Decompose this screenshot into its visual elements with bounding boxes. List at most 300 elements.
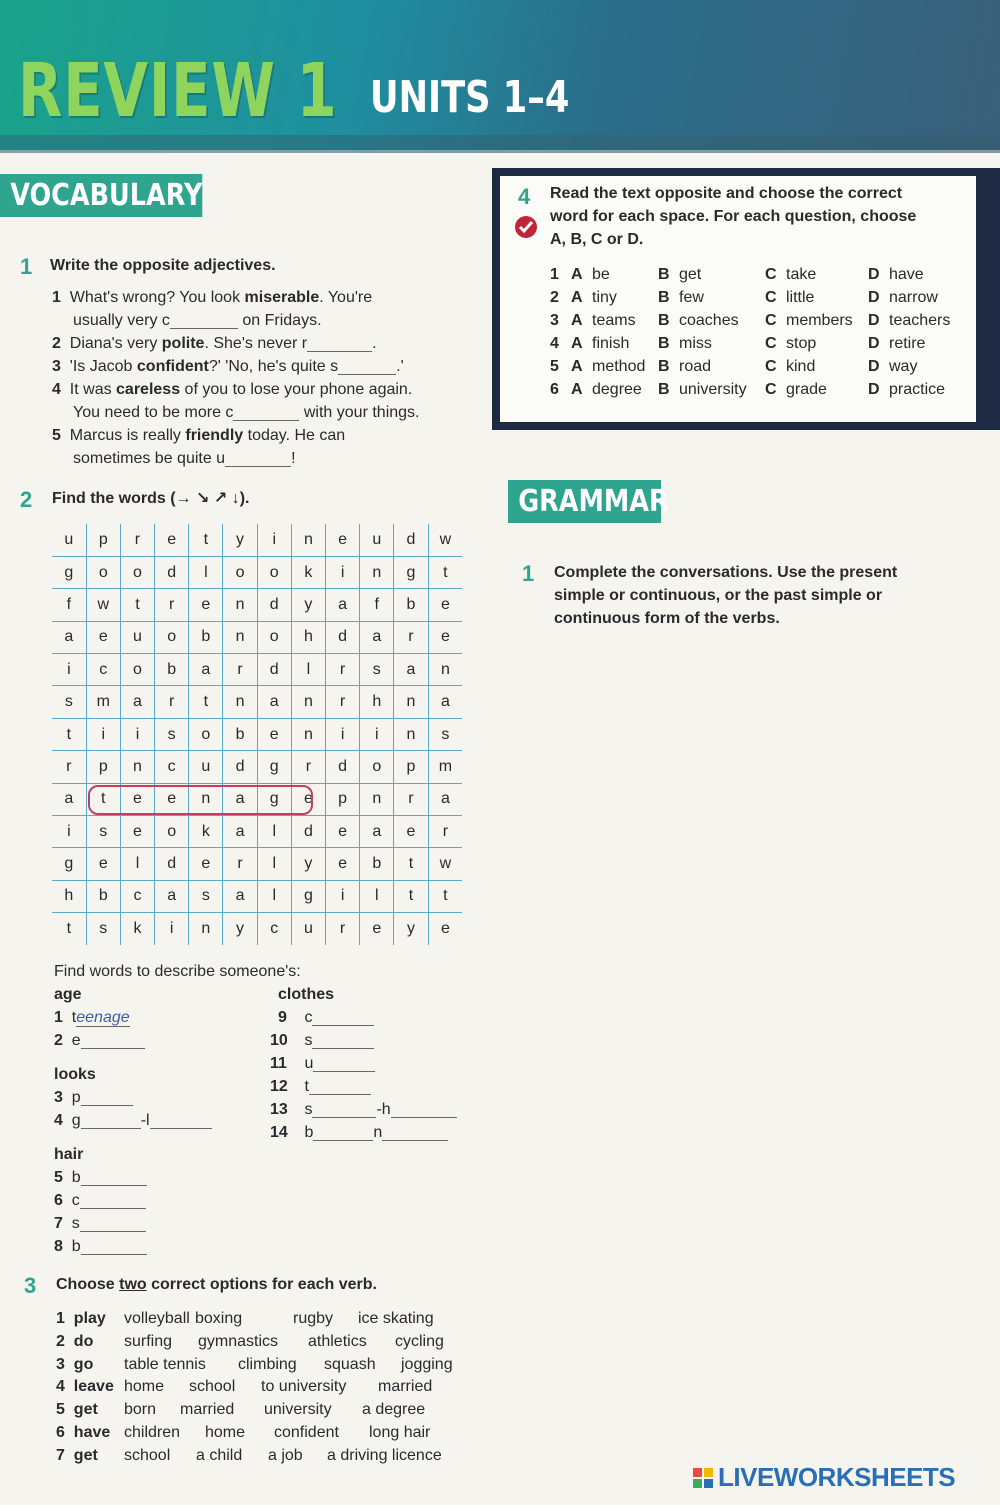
clothes-answer-14a[interactable] bbox=[313, 1125, 373, 1141]
grammar-label: GRAMMAR bbox=[508, 480, 661, 523]
grid-cell[interactable]: a bbox=[428, 783, 462, 815]
grid-cell[interactable]: n bbox=[360, 556, 394, 588]
ex4-option-letter: C bbox=[765, 312, 777, 329]
grid-cell[interactable]: n bbox=[223, 589, 257, 621]
grid-cell[interactable]: a bbox=[428, 686, 462, 718]
grid-cell[interactable]: i bbox=[326, 880, 360, 912]
grid-cell[interactable]: i bbox=[52, 654, 86, 686]
grid-cell[interactable]: d bbox=[257, 589, 291, 621]
grid-cell[interactable]: r bbox=[291, 751, 325, 783]
grid-cell[interactable]: r bbox=[120, 524, 154, 556]
ex4-option-word[interactable]: have bbox=[889, 266, 924, 283]
grid-cell[interactable]: l bbox=[291, 654, 325, 686]
ex3-option[interactable]: a degree bbox=[362, 1401, 426, 1419]
age-label: age bbox=[54, 986, 82, 1003]
grid-cell[interactable]: o bbox=[86, 556, 120, 588]
ex4-option-word[interactable]: members bbox=[786, 312, 853, 329]
ex4-option-word[interactable]: few bbox=[679, 289, 704, 306]
ex3-verb: 5 get bbox=[56, 1401, 98, 1419]
grid-cell[interactable]: r bbox=[428, 816, 462, 848]
highlighted-word-circle bbox=[88, 785, 313, 815]
hair-answer-6[interactable] bbox=[80, 1193, 146, 1209]
ex4-option-word[interactable]: be bbox=[592, 266, 610, 283]
ex3-option[interactable]: married bbox=[180, 1401, 235, 1419]
grid-cell[interactable]: r bbox=[52, 751, 86, 783]
grid-cell[interactable]: r bbox=[155, 686, 189, 718]
grid-cell[interactable]: m bbox=[428, 751, 462, 783]
grid-cell[interactable]: a bbox=[52, 783, 86, 815]
grid-cell[interactable]: n bbox=[428, 654, 462, 686]
grid-cell[interactable]: e bbox=[120, 816, 154, 848]
grid-cell[interactable]: d bbox=[257, 654, 291, 686]
grid-cell[interactable]: c bbox=[86, 654, 120, 686]
ex4-option-letter: B bbox=[658, 335, 670, 352]
ex4-title-1: Read the text opposite and choose the correct bbox=[550, 185, 903, 202]
ex1-title: Write the opposite adjectives. bbox=[50, 257, 276, 274]
ex4-option-word[interactable]: get bbox=[679, 266, 702, 283]
grid-cell[interactable]: s bbox=[428, 718, 462, 750]
grid-cell[interactable]: n bbox=[223, 686, 257, 718]
grid-cell[interactable]: g bbox=[257, 751, 291, 783]
ex4-option-word[interactable]: take bbox=[786, 266, 817, 283]
grid-cell[interactable]: w bbox=[428, 848, 462, 880]
ex4-option-letter: B bbox=[658, 312, 670, 329]
grid-cell[interactable]: n bbox=[223, 621, 257, 653]
ex4-option-letter: 5 bbox=[550, 358, 559, 375]
grid-cell[interactable]: e bbox=[120, 783, 154, 815]
grid-cell[interactable]: a bbox=[360, 621, 394, 653]
ex1-answer-4[interactable] bbox=[233, 405, 299, 421]
grid-cell[interactable]: a bbox=[223, 783, 257, 815]
clothes-answer-13a[interactable] bbox=[312, 1102, 376, 1118]
grid-cell[interactable]: d bbox=[223, 751, 257, 783]
hair-answer-7[interactable] bbox=[80, 1216, 146, 1232]
grid-cell[interactable]: g bbox=[52, 848, 86, 880]
grid-cell[interactable]: e bbox=[326, 524, 360, 556]
looks-answer-3[interactable] bbox=[81, 1090, 133, 1106]
ex4-option-word[interactable]: miss bbox=[679, 335, 712, 352]
grid-cell[interactable]: u bbox=[120, 621, 154, 653]
grid-cell[interactable]: w bbox=[428, 524, 462, 556]
ex4-option-word[interactable]: narrow bbox=[889, 289, 938, 306]
ex4-option-letter: 2 bbox=[550, 289, 559, 306]
grid-cell[interactable]: s bbox=[360, 654, 394, 686]
grid-cell[interactable]: y bbox=[291, 848, 325, 880]
ex3-option[interactable]: confident bbox=[274, 1424, 339, 1441]
grid-row bbox=[52, 816, 462, 848]
grid-cell[interactable]: e bbox=[155, 524, 189, 556]
grid-cell[interactable]: n bbox=[291, 686, 325, 718]
grid-cell[interactable]: e bbox=[155, 783, 189, 815]
grid-cell[interactable]: l bbox=[257, 848, 291, 880]
grid-cell[interactable]: o bbox=[257, 621, 291, 653]
grid-cell[interactable]: n bbox=[291, 524, 325, 556]
grid-cell[interactable]: n bbox=[189, 913, 223, 945]
hair-item-6: 6 c bbox=[54, 1189, 146, 1212]
grid-cell[interactable]: g bbox=[291, 880, 325, 912]
grid-cell[interactable]: l bbox=[257, 880, 291, 912]
ex4-number: 4 bbox=[518, 184, 531, 209]
grid-cell[interactable]: t bbox=[120, 589, 154, 621]
grid-cell[interactable]: l bbox=[120, 848, 154, 880]
ex1-answer-3[interactable] bbox=[338, 359, 396, 375]
grid-cell[interactable]: e bbox=[189, 589, 223, 621]
ex4-option-word[interactable]: way bbox=[889, 358, 918, 375]
ex4-option-word[interactable]: university bbox=[679, 381, 747, 398]
ex3-option[interactable]: rugby bbox=[293, 1310, 334, 1327]
ex3-option[interactable]: a job bbox=[268, 1446, 303, 1464]
ex3-option[interactable]: boxing bbox=[195, 1310, 243, 1327]
ex4-option-word[interactable]: retire bbox=[889, 335, 926, 352]
hair-answer-5[interactable] bbox=[81, 1170, 147, 1186]
grid-cell[interactable]: o bbox=[223, 556, 257, 588]
grid-cell[interactable]: e bbox=[257, 718, 291, 750]
ex4-option-word[interactable]: teams bbox=[592, 312, 636, 329]
ex4-option-letter: A bbox=[571, 266, 583, 283]
ex3-verb: 6 have bbox=[56, 1424, 111, 1441]
looks-label: looks bbox=[54, 1066, 96, 1083]
clothes-item-14: 14 b n bbox=[270, 1121, 448, 1144]
ex4-option-letter: D bbox=[868, 266, 880, 283]
ex3-option[interactable]: school bbox=[124, 1446, 171, 1464]
ex3-option[interactable]: school bbox=[189, 1378, 236, 1396]
ex4-option-word[interactable]: kind bbox=[786, 358, 816, 375]
grid-cell[interactable]: d bbox=[291, 816, 325, 848]
clothes-answer-9[interactable] bbox=[312, 1010, 374, 1026]
grid-cell[interactable]: r bbox=[394, 783, 428, 815]
grid-cell[interactable]: p bbox=[86, 751, 120, 783]
grid-cell[interactable]: e bbox=[326, 848, 360, 880]
clothes-answer-10[interactable] bbox=[312, 1033, 374, 1049]
grid-cell[interactable]: i bbox=[257, 524, 291, 556]
ex4-option-word[interactable]: little bbox=[786, 289, 815, 306]
grid-cell[interactable]: h bbox=[360, 686, 394, 718]
ex3-option[interactable]: home bbox=[124, 1378, 165, 1396]
grid-cell[interactable]: o bbox=[360, 751, 394, 783]
ex4-option-letter: B bbox=[658, 358, 670, 375]
grid-cell[interactable]: b bbox=[189, 621, 223, 653]
grid-cell[interactable]: s bbox=[155, 718, 189, 750]
grid-cell[interactable]: t bbox=[189, 524, 223, 556]
ex3-option[interactable]: a child bbox=[196, 1446, 243, 1464]
age-answer-2[interactable] bbox=[81, 1033, 145, 1049]
ex4-option-letter: 3 bbox=[550, 312, 559, 329]
clothes-item-9: 9 c bbox=[278, 1006, 374, 1029]
age-item-1: 1 teenage bbox=[54, 1009, 130, 1026]
looks-answer-4a[interactable] bbox=[81, 1113, 141, 1129]
clothes-answer-14b[interactable] bbox=[382, 1125, 448, 1141]
grid-cell[interactable]: g bbox=[394, 556, 428, 588]
ex3-option[interactable]: long hair bbox=[369, 1424, 431, 1441]
grid-cell[interactable]: b bbox=[360, 848, 394, 880]
grid-cell[interactable]: a bbox=[155, 880, 189, 912]
grid-row bbox=[52, 589, 462, 621]
clothes-item-13: 13 s -h bbox=[270, 1098, 457, 1121]
grid-cell[interactable]: n bbox=[360, 783, 394, 815]
grid-cell[interactable]: i bbox=[120, 718, 154, 750]
grid-row bbox=[52, 556, 462, 588]
grid-cell[interactable]: a bbox=[394, 654, 428, 686]
grid-cell[interactable]: p bbox=[86, 524, 120, 556]
grid-cell[interactable]: c bbox=[155, 751, 189, 783]
ex4-option-letter: 6 bbox=[550, 381, 559, 398]
grid-cell[interactable]: d bbox=[326, 751, 360, 783]
grid-cell[interactable]: b bbox=[394, 589, 428, 621]
grid-cell[interactable]: u bbox=[291, 913, 325, 945]
grid-cell[interactable]: y bbox=[291, 589, 325, 621]
ex4-option-word[interactable]: degree bbox=[592, 381, 642, 398]
liveworksheets-brand: LIVEWORKSHEETS bbox=[718, 1462, 956, 1492]
grid-cell[interactable]: t bbox=[52, 913, 86, 945]
grid-cell[interactable]: u bbox=[360, 524, 394, 556]
ex1-answer-5[interactable] bbox=[225, 451, 291, 467]
grid-cell[interactable]: b bbox=[223, 718, 257, 750]
ex1-line-1: 1 What's wrong? You look miserable. You're bbox=[52, 289, 373, 306]
grid-cell[interactable]: u bbox=[52, 524, 86, 556]
looks-answer-4b[interactable] bbox=[150, 1113, 212, 1129]
ex4-option-letter: A bbox=[571, 289, 583, 306]
grid-cell[interactable]: t bbox=[189, 686, 223, 718]
grid-cell[interactable]: a bbox=[120, 686, 154, 718]
grid-cell[interactable]: e bbox=[326, 816, 360, 848]
grid-cell[interactable]: u bbox=[189, 751, 223, 783]
vocabulary-label: VOCABULARY bbox=[0, 174, 202, 217]
grid-cell[interactable]: o bbox=[155, 621, 189, 653]
grid-cell[interactable]: p bbox=[326, 783, 360, 815]
ex3-option[interactable]: a driving licence bbox=[327, 1446, 442, 1464]
grid-cell[interactable]: w bbox=[86, 589, 120, 621]
grid-cell[interactable]: i bbox=[326, 556, 360, 588]
ex4-option-letter: C bbox=[765, 358, 777, 375]
ex1-number: 1 bbox=[20, 254, 33, 279]
grid-cell[interactable]: h bbox=[291, 621, 325, 653]
grid-cell[interactable]: y bbox=[394, 913, 428, 945]
grid-cell[interactable]: k bbox=[291, 556, 325, 588]
ex3-verb: 4 leave bbox=[56, 1378, 114, 1396]
hair-answer-8[interactable] bbox=[81, 1239, 147, 1255]
grid-cell[interactable]: c bbox=[257, 913, 291, 945]
grid-cell[interactable]: a bbox=[189, 654, 223, 686]
ex4-option-word[interactable]: finish bbox=[592, 335, 630, 352]
grid-cell[interactable]: r bbox=[326, 913, 360, 945]
ex1-line-5: 5 Marcus is really friendly today. He can bbox=[52, 427, 346, 444]
grid-cell[interactable]: k bbox=[120, 913, 154, 945]
ex1-answer-1[interactable] bbox=[170, 313, 238, 329]
grid-cell[interactable]: l bbox=[360, 880, 394, 912]
grid-cell[interactable]: e bbox=[440, 920, 450, 938]
ex4-option-letter: C bbox=[765, 381, 777, 398]
grid-cell[interactable]: t bbox=[428, 556, 462, 588]
grid-cell[interactable]: n bbox=[394, 686, 428, 718]
ex4-option-letter: C bbox=[765, 289, 777, 306]
grid-cell[interactable]: n bbox=[394, 718, 428, 750]
grid-cell[interactable]: n bbox=[189, 783, 223, 815]
clothes-item-10: 10 s bbox=[270, 1029, 374, 1052]
ex3-option[interactable]: home bbox=[205, 1424, 246, 1441]
grid-cell[interactable]: n bbox=[120, 751, 154, 783]
ex4-option-word[interactable]: teachers bbox=[889, 312, 951, 329]
grid-cell[interactable]: e bbox=[86, 621, 120, 653]
grid-cell[interactable]: e bbox=[428, 589, 462, 621]
grid-cell[interactable]: s bbox=[52, 686, 86, 718]
grid-cell[interactable]: i bbox=[326, 718, 360, 750]
grid-cell[interactable]: p bbox=[394, 751, 428, 783]
grid-cell[interactable]: b bbox=[86, 880, 120, 912]
grid-cell[interactable]: i bbox=[360, 718, 394, 750]
grid-cell[interactable]: r bbox=[155, 589, 189, 621]
grid-cell[interactable]: o bbox=[189, 718, 223, 750]
ex3-option[interactable]: gymnastics bbox=[198, 1332, 279, 1350]
ex3-verb: 1 play bbox=[56, 1310, 106, 1327]
ex1-answer-2[interactable] bbox=[307, 336, 372, 352]
ex4-option-letter: A bbox=[571, 358, 583, 375]
grid-cell[interactable]: e bbox=[394, 816, 428, 848]
grammar-ex1-title-3: continuous form of the verbs. bbox=[554, 610, 780, 627]
grid-cell[interactable]: h bbox=[52, 880, 86, 912]
grid-cell[interactable]: a bbox=[360, 816, 394, 848]
ex3-option[interactable]: university bbox=[264, 1401, 332, 1419]
grid-cell[interactable]: a bbox=[52, 621, 86, 653]
grid-cell[interactable]: d bbox=[155, 848, 189, 880]
grid-cell[interactable]: e bbox=[189, 848, 223, 880]
ex1-line-2: 2 Diana's very polite. She's never r . bbox=[52, 335, 377, 352]
grid-cell[interactable]: m bbox=[86, 686, 120, 718]
ex4-option-word[interactable]: method bbox=[592, 358, 646, 375]
ex4-option-letter: D bbox=[868, 312, 880, 329]
grid-cell[interactable]: y bbox=[223, 913, 257, 945]
grid-row bbox=[52, 718, 462, 750]
grid-cell[interactable]: r bbox=[326, 686, 360, 718]
find-prompt: Find words to describe someone's: bbox=[54, 963, 301, 980]
ex2-title: Find the words (→ ↘ ↗ ↓). bbox=[52, 490, 250, 507]
ex3-option[interactable]: jogging bbox=[401, 1355, 453, 1373]
ex3-option[interactable]: children bbox=[124, 1424, 181, 1441]
grid-cell[interactable]: s bbox=[86, 913, 120, 945]
ex3-option[interactable]: surfing bbox=[124, 1332, 173, 1350]
ex3-option[interactable]: to university bbox=[261, 1378, 347, 1396]
checkmark-icon bbox=[515, 216, 537, 238]
grid-cell[interactable]: f bbox=[360, 589, 394, 621]
ex3-option[interactable]: squash bbox=[324, 1355, 376, 1373]
ex4-option-word[interactable]: stop bbox=[786, 335, 817, 352]
grid-cell[interactable]: f bbox=[52, 589, 86, 621]
grid-cell[interactable]: i bbox=[52, 816, 86, 848]
ex3-verb: 7 get bbox=[56, 1446, 98, 1464]
grid-cell[interactable]: g bbox=[257, 783, 291, 815]
grid-row bbox=[52, 913, 462, 945]
grid-cell[interactable]: i bbox=[155, 913, 189, 945]
grid-cell[interactable]: t bbox=[52, 718, 86, 750]
grid-cell[interactable]: b bbox=[155, 654, 189, 686]
grid-cell[interactable]: a bbox=[223, 880, 257, 912]
ex4-option-word[interactable]: practice bbox=[889, 381, 946, 398]
grid-cell[interactable]: r bbox=[223, 848, 257, 880]
ex3-option[interactable]: born bbox=[124, 1401, 157, 1419]
grid-cell[interactable]: r bbox=[394, 621, 428, 653]
ex4-option-letter: C bbox=[765, 266, 777, 283]
ex4-option-letter: D bbox=[868, 381, 880, 398]
ex4-title-2: word for each space. For each question, choose bbox=[550, 208, 917, 225]
grid-cell[interactable]: r bbox=[326, 654, 360, 686]
ex4-option-letter: C bbox=[765, 335, 777, 352]
ex3-option[interactable]: ice skating bbox=[358, 1310, 434, 1327]
review-title: REVIEW 1 bbox=[18, 48, 338, 134]
grid-cell[interactable]: e bbox=[291, 783, 325, 815]
ex1-line-1b: usually very c on Fridays. bbox=[73, 312, 322, 329]
grid-row bbox=[52, 654, 462, 686]
ex3-option[interactable]: married bbox=[378, 1378, 433, 1396]
grid-cell[interactable]: i bbox=[86, 718, 120, 750]
ex4-option-word[interactable]: grade bbox=[786, 381, 827, 398]
grid-cell[interactable]: r bbox=[223, 654, 257, 686]
grid-cell[interactable]: d bbox=[394, 524, 428, 556]
ex4-option-letter: D bbox=[868, 335, 880, 352]
grid-cell[interactable]: s bbox=[86, 816, 120, 848]
ex4-option-letter: B bbox=[658, 266, 670, 283]
ex4-title-3: A, B, C or D. bbox=[550, 231, 644, 248]
grid-cell[interactable]: o bbox=[120, 556, 154, 588]
grid-cell[interactable]: o bbox=[257, 556, 291, 588]
grid-cell[interactable]: a bbox=[326, 589, 360, 621]
grid-cell[interactable]: c bbox=[120, 880, 154, 912]
ex4-option-word[interactable]: coaches bbox=[679, 312, 739, 329]
grid-cell[interactable]: n bbox=[291, 718, 325, 750]
grid-cell[interactable]: d bbox=[326, 621, 360, 653]
grid-cell[interactable]: l bbox=[257, 816, 291, 848]
ex3-option[interactable]: volleyball bbox=[124, 1310, 190, 1327]
grid-cell[interactable]: k bbox=[189, 816, 223, 848]
clothes-answer-11[interactable] bbox=[313, 1056, 375, 1072]
grid-row bbox=[52, 751, 462, 783]
ex4-option-letter: B bbox=[658, 381, 670, 398]
grid-cell[interactable]: t bbox=[428, 880, 462, 912]
ex3-number: 3 bbox=[24, 1273, 37, 1298]
grid-cell[interactable]: o bbox=[120, 654, 154, 686]
grid-cell[interactable]: y bbox=[223, 524, 257, 556]
units-title: UNITS 1–4 bbox=[370, 72, 570, 123]
grid-cell[interactable]: g bbox=[52, 556, 86, 588]
ex3-option[interactable]: climbing bbox=[238, 1355, 297, 1373]
grid-cell[interactable]: d bbox=[155, 556, 189, 588]
ex4-option-letter: 1 bbox=[550, 266, 559, 283]
grid-cell[interactable]: t bbox=[394, 848, 428, 880]
ex4-option-letter: A bbox=[571, 381, 583, 398]
ex4-option-word[interactable]: road bbox=[679, 358, 712, 375]
grid-cell[interactable]: e bbox=[360, 913, 394, 945]
ex1-line-4b: You need to be more c with your things. bbox=[73, 404, 420, 421]
grid-cell[interactable]: t bbox=[86, 783, 120, 815]
looks-item-3: 3 p bbox=[54, 1086, 133, 1109]
grid-cell[interactable]: s bbox=[189, 880, 223, 912]
grid-cell[interactable]: e bbox=[428, 621, 462, 653]
ex3-option[interactable]: athletics bbox=[308, 1332, 367, 1350]
grid-cell[interactable]: e bbox=[86, 848, 120, 880]
ex3-option[interactable]: table tennis bbox=[124, 1355, 206, 1373]
grid-cell[interactable]: a bbox=[223, 816, 257, 848]
word-search-grid bbox=[52, 524, 462, 945]
hair-label: hair bbox=[54, 1146, 84, 1163]
grid-cell[interactable]: l bbox=[189, 556, 223, 588]
hair-item-7: 7 s bbox=[54, 1212, 146, 1235]
clothes-label: clothes bbox=[278, 986, 335, 1003]
clothes-answer-12[interactable] bbox=[309, 1079, 371, 1095]
ex3-option[interactable]: cycling bbox=[395, 1332, 444, 1350]
grid-cell[interactable]: t bbox=[394, 880, 428, 912]
ex4-option-word[interactable]: tiny bbox=[592, 289, 617, 306]
grid-cell[interactable]: a bbox=[257, 686, 291, 718]
grid-cell[interactable]: o bbox=[155, 816, 189, 848]
clothes-answer-13b[interactable] bbox=[391, 1102, 457, 1118]
